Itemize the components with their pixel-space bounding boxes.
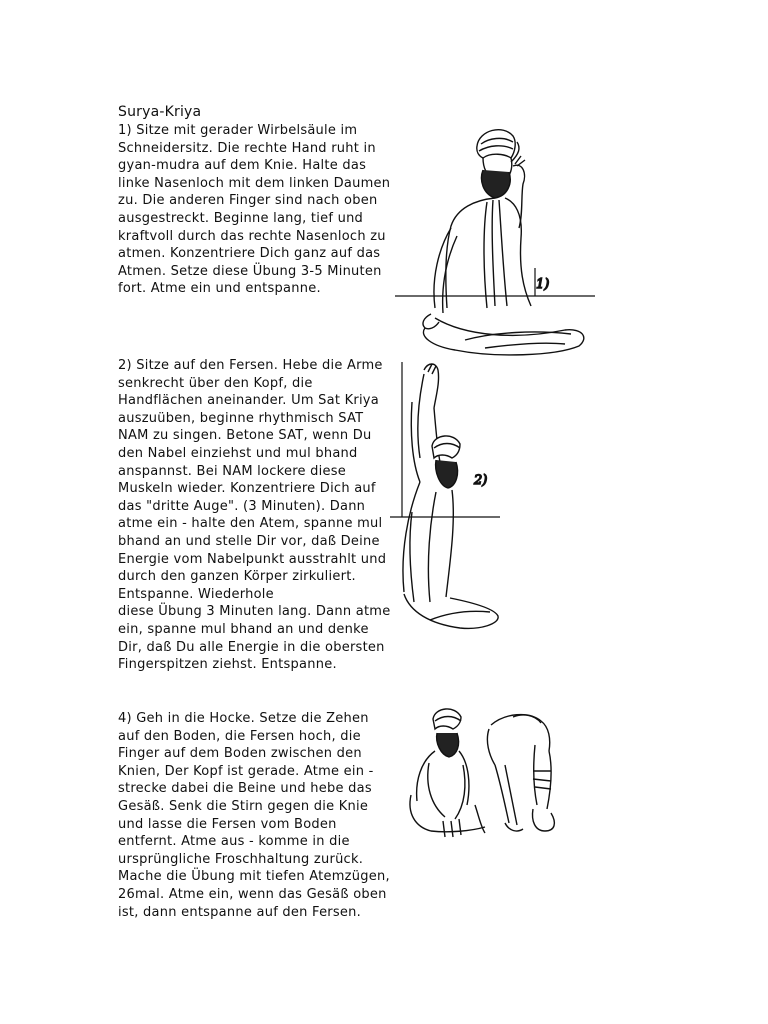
document-title: Surya-Kriya — [118, 104, 202, 120]
text-line: atme ein - halte den Atem, spanne mul — [118, 516, 383, 532]
text-line: kraftvoll durch das rechte Nasenloch zu — [118, 228, 386, 244]
text-line: Mache die Übung mit tiefen Atemzügen, — [118, 869, 390, 885]
exercise-4-text — [118, 710, 388, 921]
text-line: den Nabel einziehst und mul bhand — [118, 445, 358, 461]
text-line: fort. Atme ein und entspanne. — [118, 281, 321, 297]
text-line: Dir, daß Du alle Energie in die obersten — [118, 639, 385, 655]
text-line: 1) Sitze mit gerader Wirbelsäule im — [118, 123, 358, 138]
text-line: durch den ganzen Körper zirkuliert. — [118, 569, 356, 585]
text-line: Schneidersitz. Die rechte Hand ruht in — [118, 140, 376, 156]
text-line: Fingerspitzen ziehst. Entspanne. — [118, 657, 337, 673]
text-line: entfernt. Atme aus - komme in die — [118, 834, 350, 850]
text-line: anspannst. Bei NAM lockere diese — [118, 463, 347, 479]
text-line: Handflächen aneinander. Um Sat Kriya — [118, 393, 379, 409]
text-line: Gesäß. Senk die Stirn gegen die Knie — [118, 798, 369, 814]
text-line: atmen. Konzentriere Dich ganz auf das — [118, 246, 381, 262]
exercise-1-text — [118, 122, 391, 298]
text-line: ein, spanne mul bhand an und denke — [118, 621, 369, 637]
text-line: Energie vom Nabelpunkt ausstrahlt und — [118, 551, 387, 567]
text-line: 26mal. Atme ein, wenn das Gesäß oben — [118, 886, 387, 902]
illustration-frog-pose — [405, 705, 570, 840]
text-line: linke Nasenloch mit dem linken Daumen — [118, 175, 391, 191]
text-line: ursprüngliche Froschhaltung zurück. — [118, 851, 364, 867]
text-line: ausgestreckt. Beginne lang, tief und — [118, 210, 364, 226]
text-line: Entspanne. Wiederhole — [118, 586, 274, 602]
text-line: Atmen. Setze diese Übung 3-5 Minuten — [118, 263, 382, 279]
text-line: 2) Sitze auf den Fersen. Hebe die Arme — [118, 358, 383, 373]
text-line: Knien, Der Kopf ist gerade. Atme ein - — [118, 763, 374, 779]
text-line: diese Übung 3 Minuten lang. Dann atme — [118, 604, 391, 620]
text-line: gyan-mudra auf dem Knie. Halte das — [118, 158, 367, 174]
text-line: Muskeln wieder. Konzentriere Dich auf — [118, 481, 376, 497]
text-line: NAM zu singen. Betone SAT, wenn Du — [118, 428, 372, 444]
text-line: bhand an und stelle Dir vor, daß Deine — [118, 533, 380, 549]
exercise-2-text — [118, 357, 391, 674]
text-line: das "dritte Auge". (3 Minuten). Dann — [118, 498, 366, 514]
illustration-seated-breathing — [395, 118, 595, 363]
text-line: und lasse die Fersen vom Boden — [118, 816, 337, 832]
figure-label-2: 2) — [474, 473, 488, 488]
text-line: zu. Die anderen Finger sind nach oben — [118, 193, 378, 209]
text-line: strecke dabei die Beine und hebe das — [118, 781, 372, 797]
text-line: 4) Geh in die Hocke. Setze die Zehen — [118, 711, 369, 726]
text-line: ist, dann entspanne auf den Fersen. — [118, 904, 362, 920]
text-line: senkrecht über den Kopf, die — [118, 375, 313, 391]
figure-label-1: 1) — [536, 277, 550, 292]
text-line: auszuüben, beginne rhythmisch SAT — [118, 410, 364, 426]
illustration-sat-kriya — [390, 362, 500, 647]
text-line: Finger auf dem Boden zwischen den — [118, 746, 362, 762]
text-line: auf den Boden, die Fersen hoch, die — [118, 728, 361, 744]
